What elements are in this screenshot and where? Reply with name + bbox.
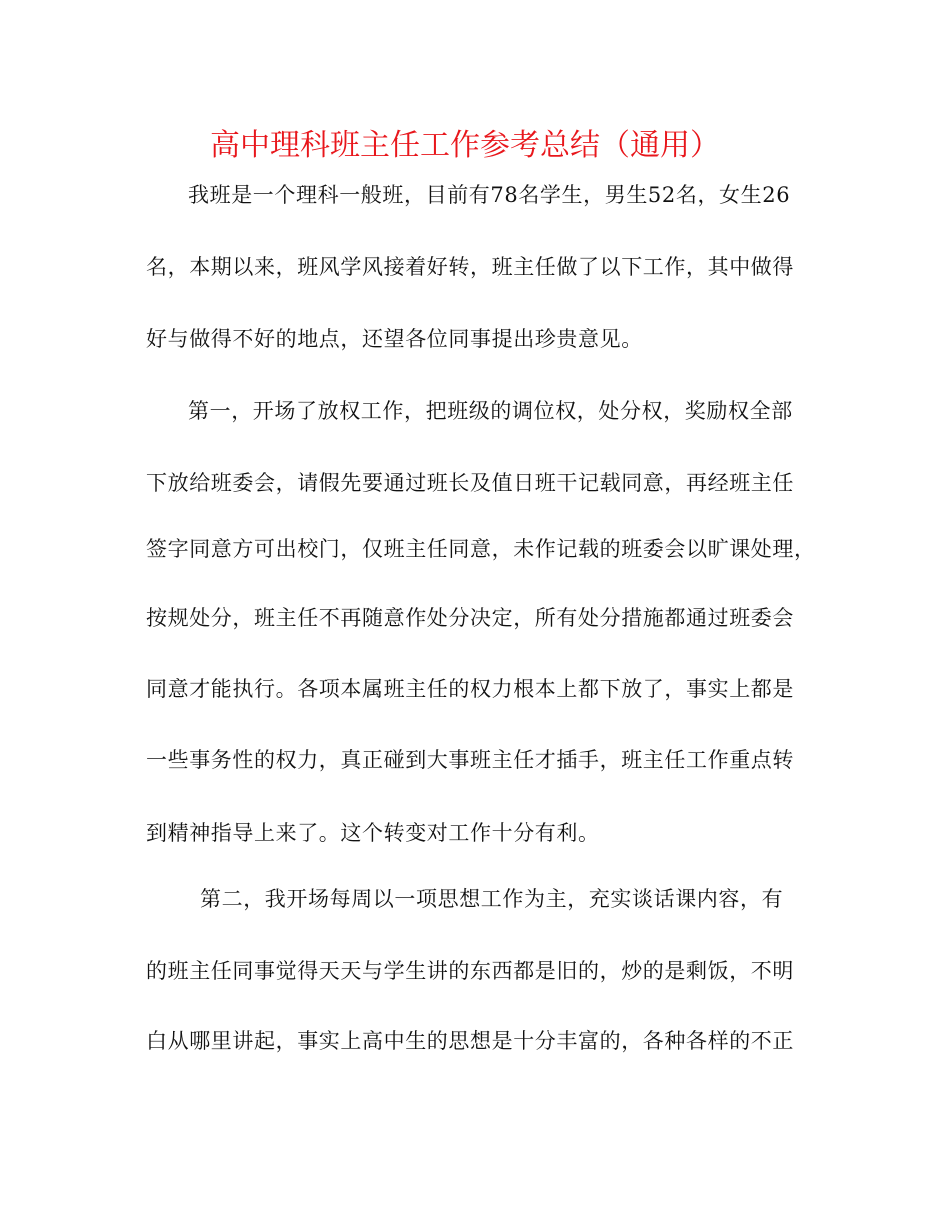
paragraph-line: 按规处分，班主任不再随意作处分决定，所有处分措施都通过班委会: [146, 606, 794, 630]
document-title: 高中理科班主任工作参考总结（通用）: [210, 128, 720, 163]
paragraph-line: 名，本期以来，班风学风接着好转，班主任做了以下工作，其中做得: [146, 255, 794, 279]
paragraph-line: 第一，开场了放权工作，把班级的调位权，处分权，奖励权全部: [188, 399, 793, 423]
paragraph-line: 到精神指导上来了。这个转变对工作十分有利。: [146, 821, 600, 845]
paragraph-line: 的班主任同事觉得天天与学生讲的东西都是旧的，炒的是剩饭，不明: [146, 959, 794, 983]
paragraph-line: 第二，我开场每周以一项思想工作为主，充实谈话课内容，有: [200, 887, 784, 911]
paragraph-line: 同意才能执行。各项本属班主任的权力根本上都下放了，事实上都是: [146, 677, 794, 701]
paragraph-line: 我班是一个理科一般班，目前有78名学生，男生52名，女生26: [188, 183, 791, 207]
paragraph-line: 好与做得不好的地点，还望各位同事提出珍贵意见。: [146, 327, 643, 351]
paragraph-line: 签字同意方可出校门，仅班主任同意，未作记载的班委会以旷课处理，: [146, 537, 816, 561]
paragraph-line: 一些事务性的权力，真正碰到大事班主任才插手，班主任工作重点转: [146, 748, 794, 772]
paragraph-line: 白从哪里讲起，事实上高中生的思想是十分丰富的，各种各样的不正: [146, 1029, 794, 1053]
paragraph-line: 下放给班委会，请假先要通过班长及值日班干记载同意，再经班主任: [146, 471, 794, 495]
